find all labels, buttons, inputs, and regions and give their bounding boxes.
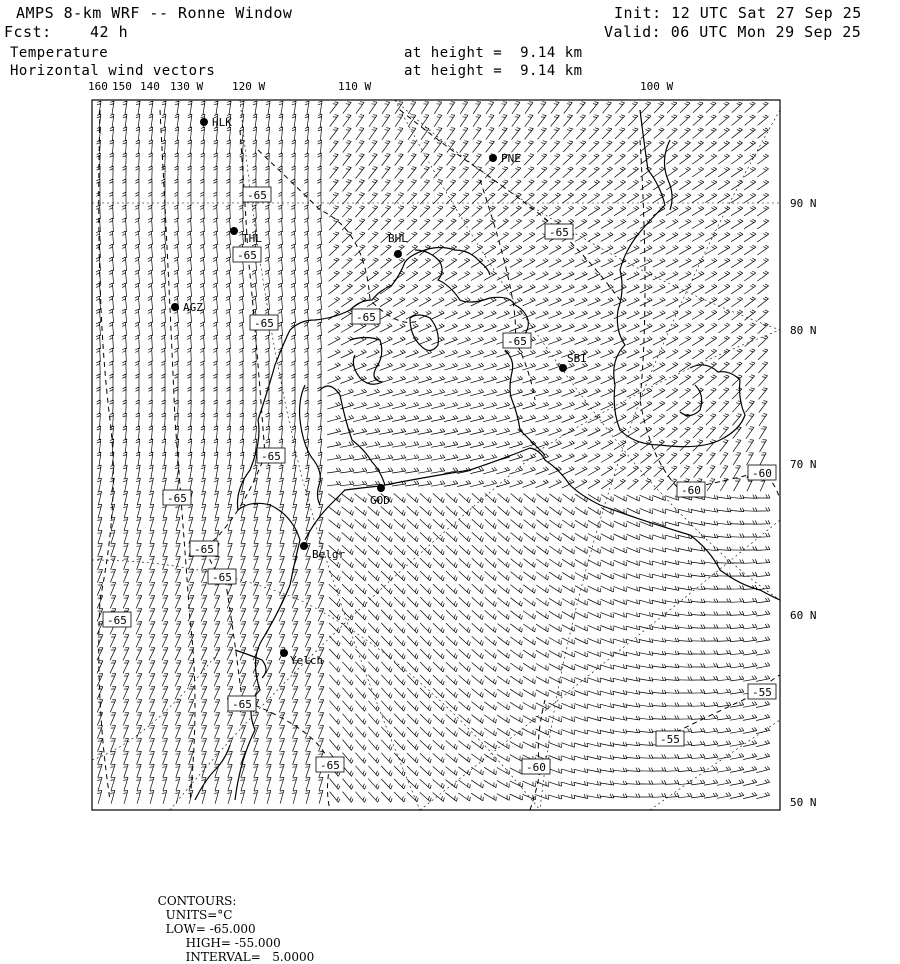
svg-text:-65: -65 <box>356 311 376 324</box>
svg-text:-65: -65 <box>212 571 232 584</box>
lat-label-50n: 50 N <box>790 796 817 809</box>
contour-label <box>352 309 380 324</box>
svg-text:Yelch: Yelch <box>290 654 324 667</box>
contour-label <box>250 315 278 330</box>
contour-units: UNITS=°C <box>165 908 233 922</box>
lat-label-70n: 70 N <box>790 458 817 471</box>
contour-label <box>103 612 131 627</box>
field-temperature: Temperature <box>10 45 109 61</box>
contour-interval: INTERVAL= 5.0000 <box>185 950 315 964</box>
forecast-hour: 42 h <box>90 23 129 41</box>
contour-label <box>748 465 776 480</box>
lon-label-160: 160 <box>88 80 108 93</box>
lon-label-150: 150 <box>112 80 132 93</box>
contour-label <box>545 224 573 239</box>
svg-text:-60: -60 <box>681 484 701 497</box>
height-temperature: at height = 9.14 km <box>404 45 583 61</box>
svg-text:-65: -65 <box>107 614 127 627</box>
valid-time: Valid: 06 UTC Mon 29 Sep 25 <box>604 23 862 41</box>
station-bhl <box>388 232 408 258</box>
contour-label <box>163 490 191 505</box>
lon-label-110w: 110 W <box>338 80 372 93</box>
svg-text:THL: THL <box>242 232 262 245</box>
latitude-labels <box>790 197 817 809</box>
lat-label-80n: 80 N <box>790 324 817 337</box>
contour-low: LOW= -65.000 <box>165 922 256 936</box>
contour-label <box>228 696 256 711</box>
height-wind: at height = 9.14 km <box>404 63 583 79</box>
contour-label <box>208 569 236 584</box>
svg-text:-65: -65 <box>549 226 569 239</box>
contour-label <box>677 482 705 497</box>
svg-text:-60: -60 <box>526 761 546 774</box>
contour-label <box>257 448 285 463</box>
svg-text:-65: -65 <box>194 543 214 556</box>
contour-info <box>150 880 314 964</box>
station-yelch <box>280 649 323 667</box>
svg-text:-55: -55 <box>752 686 772 699</box>
station-agz <box>171 301 203 314</box>
svg-text:HLK: HLK <box>212 116 232 129</box>
contour-label <box>316 757 344 772</box>
contours-label: CONTOURS: <box>157 894 237 908</box>
svg-text:SBI: SBI <box>567 352 587 365</box>
wind-barbs <box>96 101 770 804</box>
lon-label-100w: 100 W <box>640 80 674 93</box>
contour-label <box>522 759 550 774</box>
contour-label <box>243 187 271 202</box>
contour-label <box>656 731 684 746</box>
lon-label-130w: 130 W <box>170 80 204 93</box>
lat-label-60n: 60 N <box>790 609 817 622</box>
svg-text:-65: -65 <box>237 249 257 262</box>
svg-text:-65: -65 <box>320 759 340 772</box>
svg-text:PNE: PNE <box>501 152 521 165</box>
svg-text:-65: -65 <box>247 189 267 202</box>
contour-label <box>748 684 776 699</box>
contour-label <box>503 333 531 348</box>
svg-text:-65: -65 <box>232 698 252 711</box>
forecast-label: Fcst: <box>4 23 52 41</box>
svg-text:-65: -65 <box>507 335 527 348</box>
svg-text:Belgr: Belgr <box>312 548 346 561</box>
station-pne <box>489 152 521 165</box>
svg-text:-65: -65 <box>167 492 187 505</box>
map-title: AMPS 8-km WRF -- Ronne Window <box>16 4 293 22</box>
svg-text:-65: -65 <box>261 450 281 463</box>
lon-label-140: 140 <box>140 80 160 93</box>
field-wind-vectors: Horizontal wind vectors <box>10 63 216 79</box>
svg-text:-60: -60 <box>752 467 772 480</box>
init-time: Init: 12 UTC Sat 27 Sep 25 <box>614 4 862 22</box>
station-god <box>370 484 390 507</box>
contour-label <box>190 541 218 556</box>
contour-high: HIGH= -55.000 <box>185 936 281 950</box>
station-sbi <box>559 352 587 372</box>
contour-label <box>233 247 261 262</box>
svg-text:-65: -65 <box>254 317 274 330</box>
longitude-labels <box>88 80 673 93</box>
lon-label-120w: 120 W <box>232 80 266 93</box>
svg-text:BHL: BHL <box>388 232 408 245</box>
temperature-contours <box>99 110 780 810</box>
svg-text:GOD: GOD <box>370 494 390 507</box>
lat-label-90n: 90 N <box>790 197 817 210</box>
svg-text:-55: -55 <box>660 733 680 746</box>
svg-text:AGZ: AGZ <box>183 301 203 314</box>
wind-barb-field <box>96 101 770 804</box>
